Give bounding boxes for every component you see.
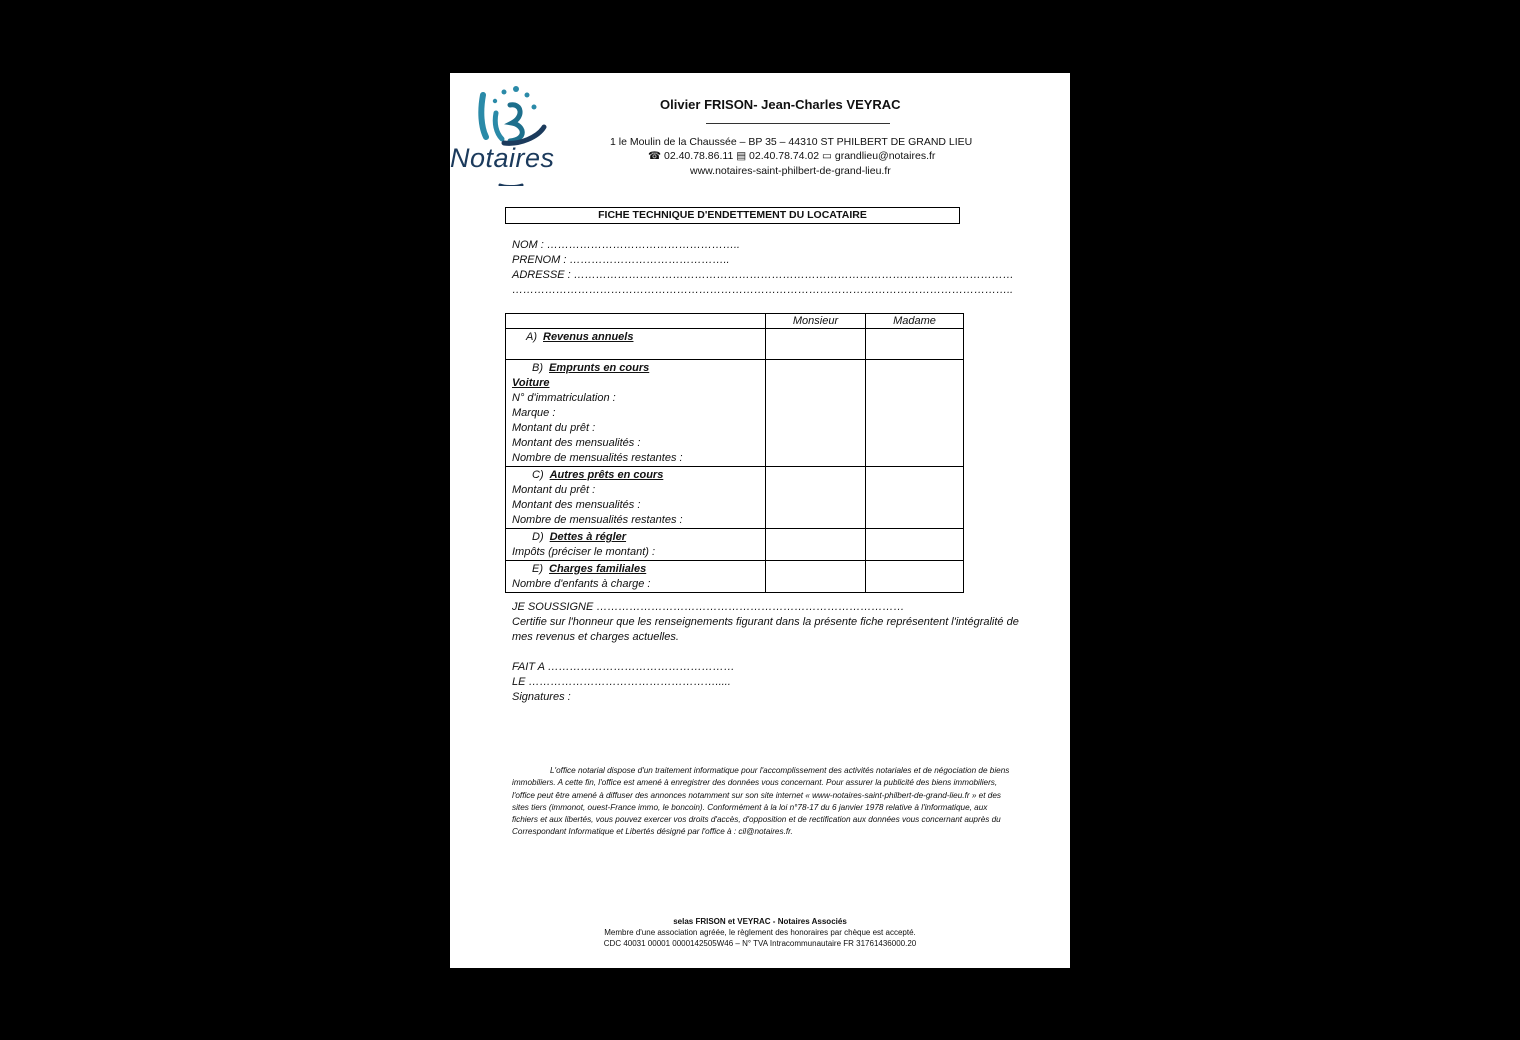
legal-line: l'office peut être amené à diffuser des annonces notamment sur son site internet « www-notaires-saint-philbert-de-grand-lieu.fr » et des bbox=[512, 790, 1001, 800]
nom-field[interactable]: NOM : …………………………………………….. bbox=[512, 239, 740, 251]
date-field[interactable]: LE ……………………………………………..... bbox=[512, 676, 731, 688]
section-d-heading: D) Dettes à régler bbox=[532, 531, 627, 543]
dettes-label-cell bbox=[506, 529, 766, 561]
dettes-monsieur-cell[interactable] bbox=[766, 529, 866, 561]
legal-line: sites tiers (immonot, ouest-France immo, le boncoin). Conformément à la loi n°78-17 du 6 janvier 1978 relative à l'informatique, aux bbox=[512, 802, 988, 812]
contact-line: ☎ 02.40.78.86.11 ▤ 02.40.78.74.02 ▭ grandlieu@notaires.fr bbox=[648, 150, 936, 162]
section-c-heading: C) Autres prêts en cours bbox=[532, 469, 664, 481]
list-item: Montant du prêt : bbox=[512, 422, 596, 434]
charges-label-cell bbox=[506, 561, 766, 593]
notary-names: Olivier FRISON- Jean-Charles VEYRAC bbox=[660, 97, 901, 112]
list-item: Marque : bbox=[512, 407, 556, 419]
footer-membership: Membre d'une association agréée, le règlement des honoraires par chèque est accepté. bbox=[604, 928, 916, 937]
website-link[interactable]: www.notaires-saint-philbert-de-grand-lieu.fr bbox=[690, 165, 891, 177]
table-row-revenus bbox=[506, 329, 964, 360]
dettes-madame-cell[interactable] bbox=[866, 529, 964, 561]
section-d-content bbox=[506, 529, 765, 560]
charges-monsieur-cell[interactable] bbox=[766, 561, 866, 593]
signatures-label: Signatures : bbox=[512, 691, 571, 703]
section-b-content bbox=[506, 360, 765, 466]
fait-a-field[interactable]: FAIT A …………………………………………… bbox=[512, 661, 735, 673]
revenus-madame-cell[interactable] bbox=[866, 329, 964, 360]
header-monsieur: Monsieur bbox=[766, 314, 866, 329]
office-address: 1 le Moulin de la Chaussée – BP 35 – 44310 ST PHILBERT DE GRAND LIEU bbox=[610, 136, 973, 148]
table-row-emprunts bbox=[506, 360, 964, 467]
section-c-content bbox=[506, 467, 765, 528]
table-row-autres-prets bbox=[506, 467, 964, 529]
footer-registration: CDC 40031 00001 0000142505W46 – N° TVA Intracommunautaire FR 31761436000.20 bbox=[603, 939, 917, 948]
legal-line: immobiliers. A cette fin, l'office est amené à enregistrer des données vous concernant. Pour assurer la publicité des biens immobiliers, bbox=[512, 778, 998, 788]
adresse-field-line2[interactable]: ……………………………………………………………………………………………………………………….. bbox=[512, 284, 1014, 296]
list-item: Nombre de mensualités restantes : bbox=[512, 452, 683, 464]
section-b-heading: B) Emprunts en cours bbox=[532, 362, 650, 374]
list-item: Montant des mensualités : bbox=[512, 437, 641, 449]
legal-line: Correspondant Informatique et Libertés désigné par l'office à : cil@notaires.fr. bbox=[512, 827, 793, 837]
revenus-monsieur-cell[interactable] bbox=[766, 329, 866, 360]
section-e-heading: E) Charges familiales bbox=[532, 563, 647, 575]
list-item: Impôts (préciser le montant) : bbox=[512, 546, 656, 558]
list-item: Montant du prêt : bbox=[512, 484, 596, 496]
soussigne-field[interactable]: JE SOUSSIGNE ………………………………………………………………………… bbox=[512, 601, 905, 613]
legal-line: fichiers et aux libertés, vous pouvez exercer vos droits d'accès, d'opposition et de rectification aux données vous concernant auprès du bbox=[512, 815, 1001, 825]
section-e-content bbox=[506, 561, 765, 592]
document-page bbox=[450, 73, 1070, 968]
legal-notice bbox=[512, 765, 1008, 839]
footer-firm: selas FRISON et VEYRAC - Notaires Associés bbox=[673, 917, 847, 926]
autres-prets-madame-cell[interactable] bbox=[866, 467, 964, 529]
adresse-field[interactable]: ADRESSE : ………………………………………………………………………………………………………… bbox=[512, 269, 1014, 281]
list-item: Montant des mensualités : bbox=[512, 499, 641, 511]
emprunts-monsieur-cell[interactable] bbox=[766, 360, 866, 467]
legal-line: L'office notarial dispose d'un traitement informatique pour l'accomplissement des activités notariales et de négociation de biens bbox=[550, 766, 1010, 775]
logo-text: Notaires bbox=[450, 143, 555, 173]
certification-text: Certifie sur l'honneur que les renseignements figurant dans la présente fiche représentent l'intégralité de bbox=[512, 616, 1019, 628]
table-header-row bbox=[506, 314, 964, 329]
notaires-logo bbox=[450, 81, 575, 186]
prenom-field[interactable]: PRENOM : …………………………………….. bbox=[512, 254, 730, 266]
emprunts-label-cell bbox=[506, 360, 766, 467]
list-item: Nombre d'enfants à charge : bbox=[512, 578, 651, 590]
autres-prets-label-cell bbox=[506, 467, 766, 529]
form-title: FICHE TECHNIQUE D'ENDETTEMENT DU LOCATAIRE bbox=[505, 207, 960, 224]
charges-madame-cell[interactable] bbox=[866, 561, 964, 593]
emprunts-madame-cell[interactable] bbox=[866, 360, 964, 467]
header-madame: Madame bbox=[866, 314, 964, 329]
voiture-label: Voiture bbox=[512, 377, 550, 389]
list-item: Nombre de mensualités restantes : bbox=[512, 514, 683, 526]
section-a-heading: A) Revenus annuels bbox=[526, 331, 634, 343]
certification-text-cont: mes revenus et charges actuelles. bbox=[512, 631, 679, 643]
header-blank-cell bbox=[506, 314, 766, 329]
revenus-label-cell bbox=[506, 329, 766, 360]
header-divider bbox=[706, 123, 890, 124]
autres-prets-monsieur-cell[interactable] bbox=[766, 467, 866, 529]
table-row-charges bbox=[506, 561, 964, 593]
table-row-dettes bbox=[506, 529, 964, 561]
list-item: N° d'immatriculation : bbox=[512, 392, 616, 404]
debt-table bbox=[505, 313, 964, 593]
